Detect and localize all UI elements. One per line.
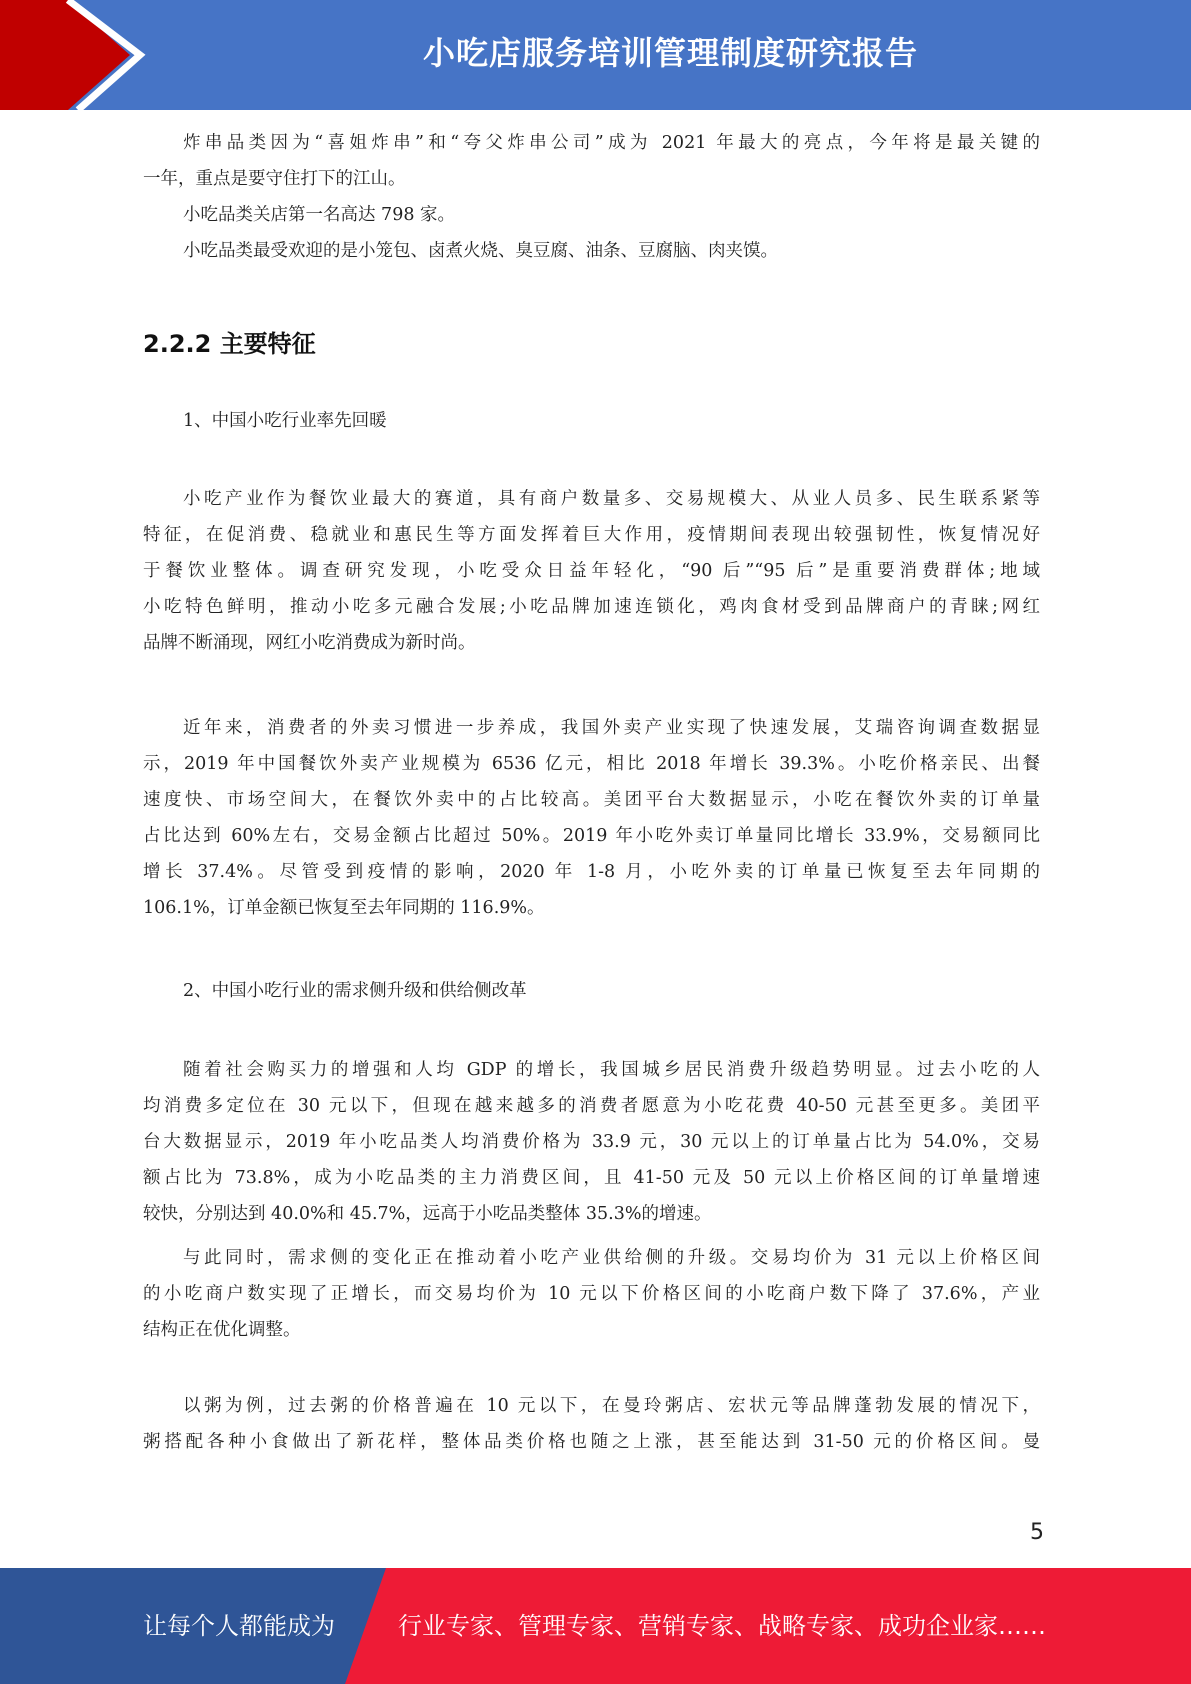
text-line: 随着社会购买力的增强和人均 GDP 的增长，我国城乡居民消费升级趋势明显。过去小吃的人	[183, 1060, 1040, 1080]
page-header	[0, 0, 1191, 110]
text-line: 以粥为例，过去粥的价格普遍在 10 元以下，在曼玲粥店、宏状元等品牌蓬勃发展的情况下，	[183, 1396, 1040, 1416]
text-line: 106.1%，订单金额已恢复至去年同期的 116.9%。	[143, 898, 545, 918]
text-line: 炸串品类因为“喜姐炸串”和“夸父炸串公司”成为 2021 年最大的亮点，今年将是最关键的	[183, 133, 1040, 153]
text-line: 品牌不断涌现，网红小吃消费成为新时尚。	[143, 633, 476, 653]
text-line: 小吃产业作为餐饮业最大的赛道，具有商户数量多、交易规模大、从业人员多、民生联系紧等	[183, 489, 1040, 509]
subheading-text: 1、中国小吃行业率先回暖	[183, 411, 387, 431]
text-line: 近年来，消费者的外卖习惯进一步养成，我国外卖产业实现了快速发展，艾瑞咨询调查数据显	[183, 718, 1040, 738]
paragraph	[143, 233, 1040, 269]
subheading	[143, 403, 1040, 439]
subheading-text: 2、中国小吃行业的需求侧升级和供给侧改革	[183, 981, 527, 1001]
text-line: 占比达到 60%左右，交易金额占比超过 50%。2019 年小吃外卖订单量同比增长 33.9%，交易额同比	[143, 826, 1040, 846]
text-line: 小吃品类最受欢迎的是小笼包、卤煮火烧、臭豆腐、油条、豆腐脑、肉夹馍。	[183, 241, 778, 261]
text-line: 较快，分别达到 40.0%和 45.7%，远高于小吃品类整体 35.3%的增速。	[143, 1204, 712, 1224]
text-line: 结构正在优化调整。	[143, 1320, 301, 1340]
footer-slogan-right: 行业专家、管理专家、营销专家、战略专家、成功企业家……	[398, 1612, 1046, 1640]
page-number: 5	[1030, 1520, 1044, 1545]
paragraph	[143, 1240, 1040, 1348]
page-footer	[0, 1568, 1191, 1684]
paragraph	[143, 481, 1040, 661]
text-line: 的小吃商户数实现了正增长，而交易均价为 10 元以下价格区间的小吃商户数下降了 37.6%，产业	[143, 1284, 1040, 1304]
paragraph	[143, 197, 1040, 233]
text-line: 一年，重点是要守住打下的江山。	[143, 169, 406, 189]
subheading	[143, 973, 1040, 1009]
report-title: 小吃店服务培训管理制度研究报告	[422, 34, 918, 72]
text-line: 台大数据显示，2019 年小吃品类人均消费价格为 33.9 元，30 元以上的订单量占比为 54.0%，交易	[143, 1132, 1040, 1152]
text-line: 增长 37.4%。尽管受到疫情的影响，2020 年 1-8 月，小吃外卖的订单量已恢复至去年同期的	[143, 862, 1040, 882]
paragraph	[143, 710, 1040, 926]
paragraph	[143, 125, 1040, 197]
text-line: 与此同时，需求侧的变化正在推动着小吃产业供给侧的升级。交易均价为 31 元以上价格区间	[183, 1248, 1040, 1268]
text-line: 速度快、市场空间大，在餐饮外卖中的占比较高。美团平台大数据显示，小吃在餐饮外卖的订单量	[143, 790, 1040, 810]
footer-slogan-left: 让每个人都能成为	[143, 1612, 335, 1640]
text-line: 粥搭配各种小食做出了新花样，整体品类价格也随之上涨，甚至能达到 31-50 元的价格区间。曼	[143, 1432, 1040, 1452]
paragraph	[143, 1388, 1040, 1460]
text-line: 小吃品类关店第一名高达 798 家。	[183, 205, 456, 225]
text-line: 额占比为 73.8%，成为小吃品类的主力消费区间，且 41-50 元及 50 元以上价格区间的订单量增速	[143, 1168, 1040, 1188]
text-line: 小吃特色鲜明，推动小吃多元融合发展;小吃品牌加速连锁化，鸡肉食材受到品牌商户的青睐;网红	[143, 597, 1040, 617]
text-line: 均消费多定位在 30 元以下，但现在越来越多的消费者愿意为小吃花费 40-50 元甚至更多。美团平	[143, 1096, 1040, 1116]
text-line: 示，2019 年中国餐饮外卖产业规模为 6536 亿元，相比 2018 年增长 39.3%。小吃价格亲民、出餐	[143, 754, 1040, 774]
paragraph	[143, 1052, 1040, 1232]
text-line: 于餐饮业整体。调查研究发现，小吃受众日益年轻化，“90 后”“95 后”是重要消费群体;地域	[143, 561, 1040, 581]
text-line: 特征，在促消费、稳就业和惠民生等方面发挥着巨大作用，疫情期间表现出较强韧性，恢复情况好	[143, 525, 1040, 545]
section-heading: 2.2.2 主要特征	[143, 330, 316, 358]
